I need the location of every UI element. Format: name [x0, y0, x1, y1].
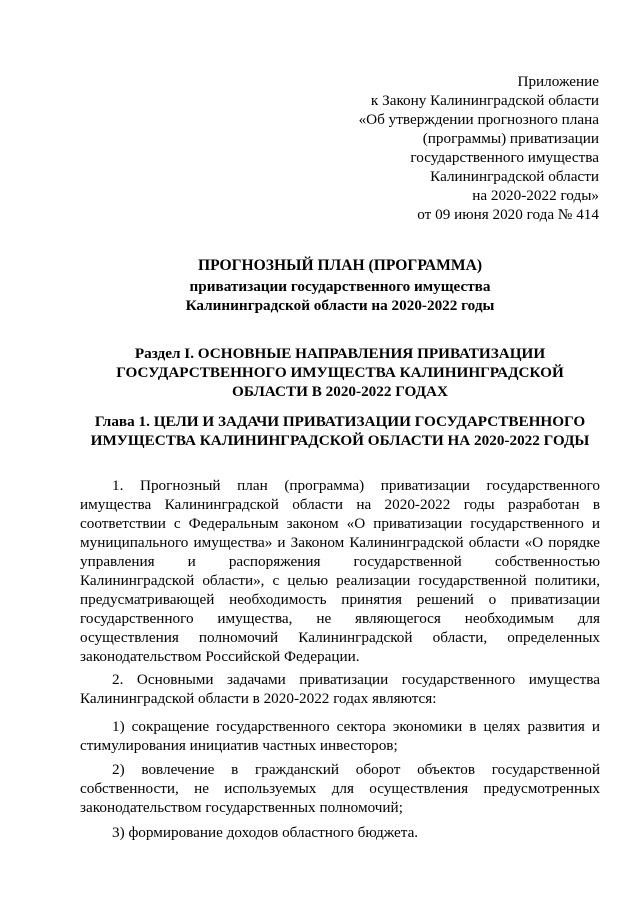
appendix-line: от 09 июня 2020 года № 414	[417, 206, 599, 223]
section-line-2: ГОСУДАРСТВЕННОГО ИМУЩЕСТВА КАЛИНИНГРАДСКОЙ	[116, 364, 564, 381]
paragraph-5: 3) формирование доходов областного бюджета.	[112, 824, 419, 842]
paragraph-4: 2) вовлечение в гражданский оборот объектов государственной собственности, не используемых для осуществления предусмотренных законодательством государственных полномочий;	[80, 761, 600, 817]
section-line-1: Раздел I. ОСНОВНЫЕ НАПРАВЛЕНИЯ ПРИВАТИЗАЦИИ	[134, 345, 546, 362]
appendix-line: Приложение	[517, 73, 599, 90]
appendix-line: Калининградской области	[430, 168, 599, 185]
appendix-line: на 2020-2022 годы»	[472, 187, 599, 204]
appendix-header	[359, 72, 599, 224]
appendix-line: государственного имущества	[410, 149, 599, 166]
title-line-2: приватизации государственного имущества	[189, 278, 491, 295]
appendix-line: «Об утверждении прогнозного плана	[358, 111, 599, 128]
paragraph-1: 1. Прогнозный план (программа) приватизации государственного имущества Калининградской области на 2020-2022 годы разработан в соответствии с Федеральным законом «О приватизации государственного и муниципального имущества» и Законом Калининградской области «О порядке управления и распоряжения государственной собственностью Калининградской области», с целью реализации государственной политики, предусматривающей необходимость принятия решений о приватизации государственного имущества, не являющегося необходимым для осуществления полномочий Калининградской области, определенных законодательством Российской Федерации.	[80, 477, 600, 666]
title-line-3: Калининградской области на 2020-2022 годы	[185, 297, 495, 314]
document-title	[80, 256, 600, 315]
title-line-1: ПРОГНОЗНЫЙ ПЛАН (ПРОГРАММА)	[197, 257, 483, 274]
section-heading	[80, 344, 600, 401]
section-line-3: ОБЛАСТИ В 2020-2022 ГОДАХ	[232, 383, 448, 400]
chapter-line-1: Глава 1. ЦЕЛИ И ЗАДАЧИ ПРИВАТИЗАЦИИ ГОСУДАРСТВЕННОГО	[94, 413, 586, 430]
chapter-heading	[80, 412, 600, 450]
paragraph-3: 1) сокращение государственного сектора экономики в целях развития и стимулирования инициатив частных инвесторов;	[80, 718, 600, 755]
chapter-line-2: ИМУЩЕСТВА КАЛИНИНГРАДСКОЙ ОБЛАСТИ НА 2020-2022 ГОДЫ	[90, 432, 590, 449]
appendix-line: к Закону Калининградской области	[370, 92, 599, 109]
paragraph-2: 2. Основными задачами приватизации государственного имущества Калининградской области в 2020-2022 годах являются:	[80, 671, 600, 708]
appendix-line: (программы) приватизации	[422, 130, 599, 147]
